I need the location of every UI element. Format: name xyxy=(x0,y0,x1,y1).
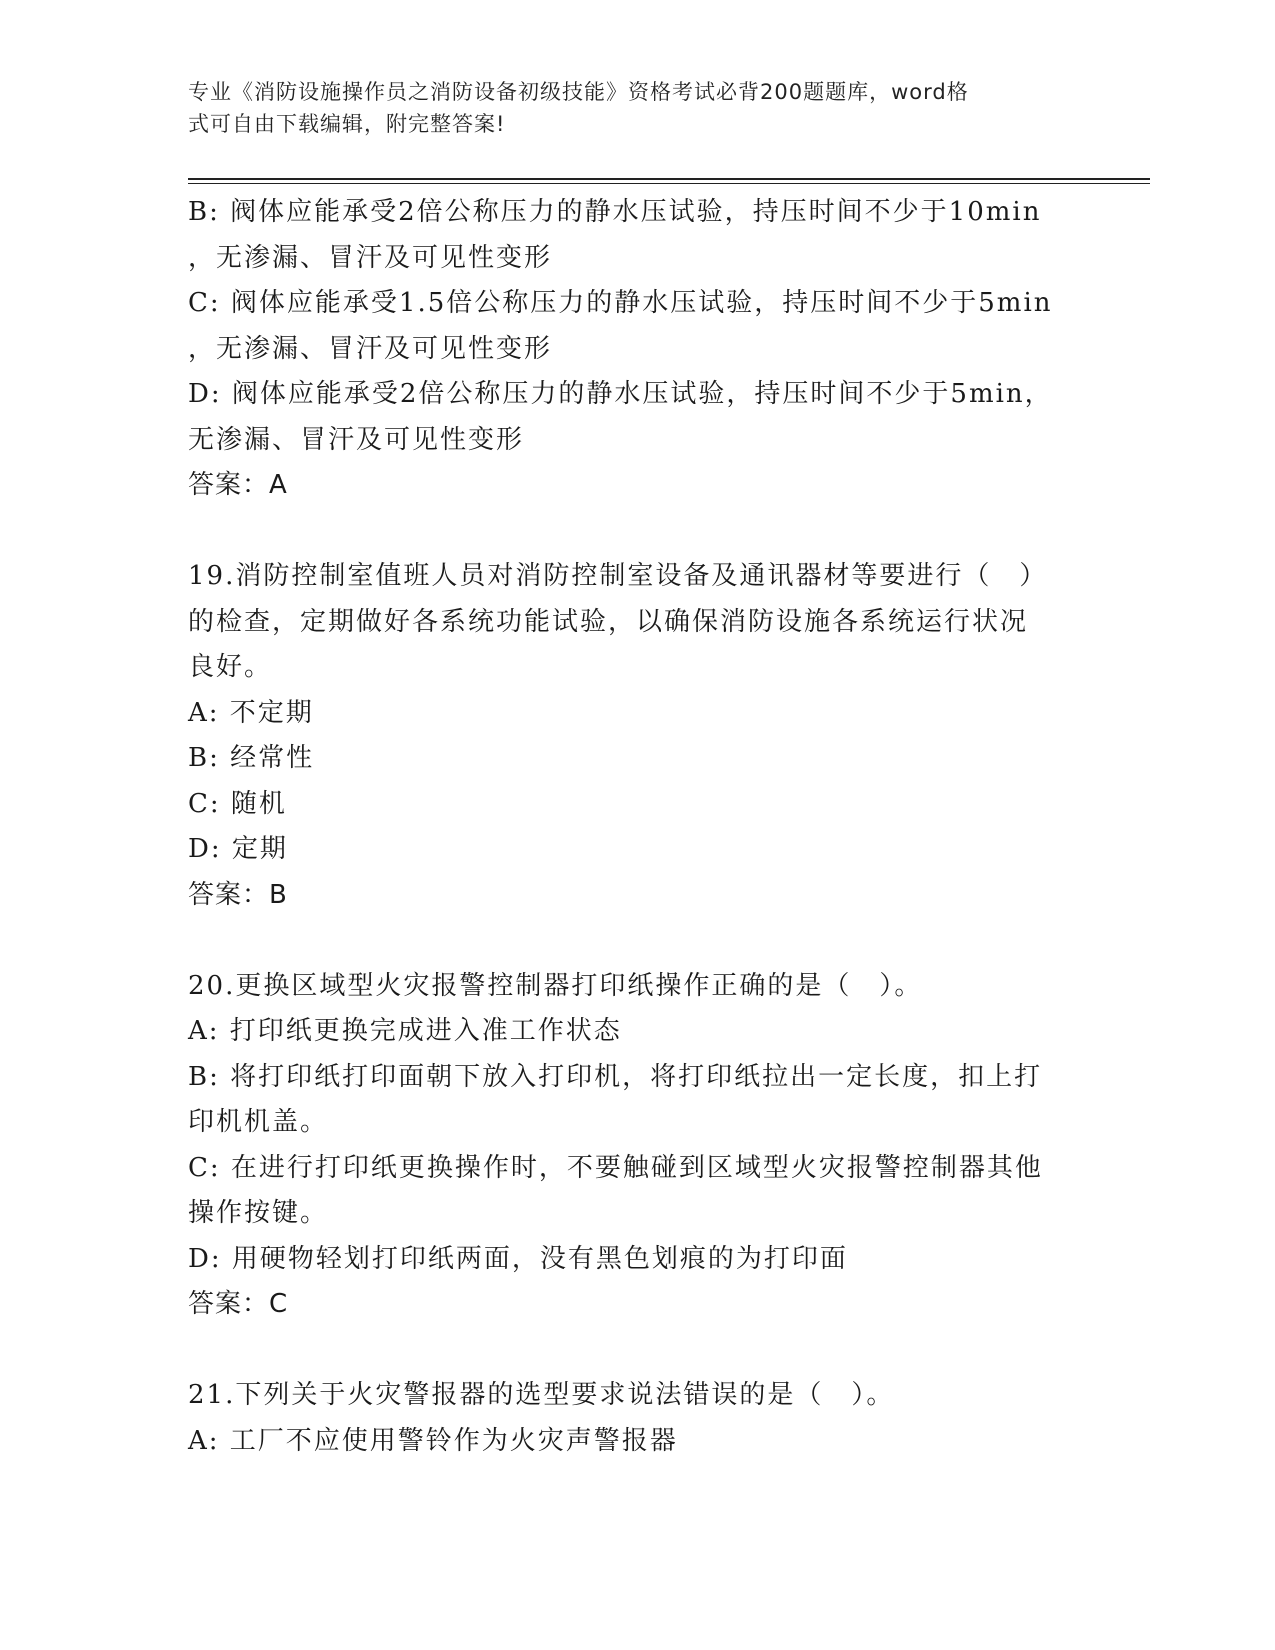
q19-option-c: C: 随机 xyxy=(188,788,287,819)
spacer xyxy=(188,1328,1088,1374)
q19-stem-line-2: 的检查，定期做好各系统功能试验，以确保消防设施各系统运行状况 xyxy=(188,606,1029,637)
q18-option-d-line-1: D: 阀体应能承受2倍公称压力的静水压试验，持压时间不少于5min， xyxy=(188,379,1053,409)
q19-option-a: A: 不定期 xyxy=(188,697,314,728)
q18-option-d-line-2: 无渗漏、冒汗及可见性变形 xyxy=(188,424,525,455)
q20-option-b-line-1: B: 将打印纸打印面朝下放入打印机，将打印纸拉出一定长度，扣上打 xyxy=(188,1061,1043,1092)
q18-option-b-line-1: B: 阀体应能承受2倍公称压力的静水压试验，持压时间不少于10min xyxy=(188,197,1042,227)
q19-option-d: D: 定期 xyxy=(188,834,288,864)
q20-option-d: D: 用硬物轻划打印纸两面，没有黑色划痕的为打印面 xyxy=(188,1243,848,1274)
question-18-options xyxy=(188,190,1088,509)
q19-stem-line-3: 良好。 xyxy=(188,652,273,682)
q20-stem: 20.更换区域型火灾报警控制器打印纸操作正确的是（ ）。 xyxy=(188,970,923,1001)
q18-option-b-line-2: ，无渗漏、冒汗及可见性变形 xyxy=(188,242,553,273)
question-19 xyxy=(188,554,1088,918)
q20-option-a: A: 打印纸更换完成进入准工作状态 xyxy=(188,1016,622,1046)
q19-stem-line-1: 19.消防控制室值班人员对消防控制室设备及通讯器材等要进行（ ） xyxy=(188,561,1048,591)
page-header xyxy=(188,76,1068,140)
header-rule-thick xyxy=(188,178,1150,180)
q20-option-b-line-2: 印机机盖。 xyxy=(188,1107,329,1137)
spacer xyxy=(188,509,1088,555)
q18-option-c-line-2: ，无渗漏、冒汗及可见性变形 xyxy=(188,333,553,364)
q20-option-c-line-1: C: 在进行打印纸更换操作时，不要触碰到区域型火灾报警控制器其他 xyxy=(188,1152,1043,1183)
spacer xyxy=(188,918,1088,964)
question-20 xyxy=(188,964,1088,1328)
header-line-1: 专业《消防设施操作员之消防设备初级技能》资格考试必背200题题库，word格 xyxy=(188,80,969,104)
q21-stem: 21.下列关于火灾警报器的选型要求说法错误的是（ ）。 xyxy=(188,1380,895,1410)
q20-answer: 答案：C xyxy=(188,1289,289,1319)
q19-option-b: B: 经常性 xyxy=(188,743,315,773)
question-21 xyxy=(188,1373,1088,1464)
q20-option-c-line-2: 操作按键。 xyxy=(188,1198,329,1228)
header-line-2: 式可自由下载编辑，附完整答案! xyxy=(188,112,506,136)
q21-option-a: A: 工厂不应使用警铃作为火灾声警报器 xyxy=(188,1425,678,1456)
question-content xyxy=(188,190,1088,1464)
q19-answer: 答案：B xyxy=(188,879,288,910)
q18-answer: 答案：A xyxy=(188,470,288,500)
header-rule-thin xyxy=(188,183,1150,184)
q18-option-c-line-1: C: 阀体应能承受1.5倍公称压力的静水压试验，持压时间不少于5min xyxy=(188,288,1053,318)
